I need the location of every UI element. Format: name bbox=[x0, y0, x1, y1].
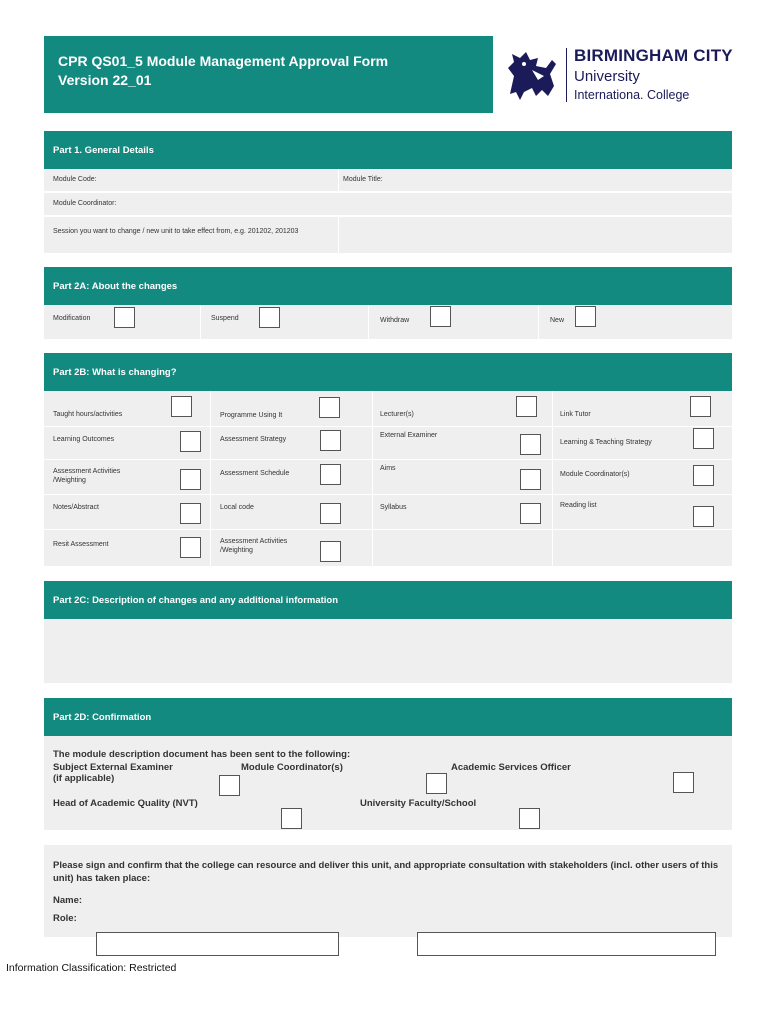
part1-heading: Part 1. General Details bbox=[53, 145, 154, 156]
item-notes-abstract-label: Notes/Abstract bbox=[53, 504, 99, 511]
role-label: Role: bbox=[53, 913, 77, 924]
item-lecturers-label: Lecturer(s) bbox=[380, 411, 414, 418]
modification-checkbox[interactable] bbox=[114, 307, 135, 328]
assessment-activities-2-checkbox[interactable] bbox=[320, 541, 341, 562]
option-suspend-label: Suspend bbox=[211, 315, 239, 322]
classification-footer: Information Classification: Restricted bbox=[6, 962, 177, 974]
academic-services-checkbox[interactable] bbox=[673, 772, 694, 793]
item-local-code-label: Local code bbox=[220, 504, 254, 511]
university-logo bbox=[502, 46, 752, 106]
form-version: Version 22_01 bbox=[58, 72, 152, 88]
part1-row2 bbox=[44, 193, 732, 215]
module-title-label: Module Title: bbox=[343, 176, 383, 183]
divider bbox=[538, 305, 539, 339]
module-coordinator-label: Module Coordinator: bbox=[53, 200, 117, 207]
divider bbox=[200, 305, 201, 339]
item-learning-outcomes-label: Learning Outcomes bbox=[53, 436, 115, 443]
faculty-label: University Faculty/School bbox=[360, 798, 477, 809]
name-label: Name: bbox=[53, 895, 83, 906]
item-programme-label: Programme Using It bbox=[220, 412, 283, 419]
divider bbox=[210, 391, 211, 566]
learning-outcomes-checkbox[interactable] bbox=[180, 431, 201, 452]
divider bbox=[44, 529, 732, 530]
taught-hours-checkbox[interactable] bbox=[171, 396, 192, 417]
item-link-tutor-label: Link Tutor bbox=[560, 411, 591, 418]
part2b-header bbox=[44, 353, 732, 391]
option-withdraw-label: Withdraw bbox=[380, 317, 410, 324]
confirmation-intro: The module description document has been sent to the following: bbox=[53, 749, 351, 760]
item-assessment-activities-2-label: Assessment Activities /Weighting bbox=[220, 538, 288, 554]
item-external-examiner-label: External Examiner bbox=[380, 432, 438, 439]
academic-services-label: Academic Services Officer bbox=[451, 762, 571, 773]
module-coordinator-confirm-label: Module Coordinator(s) bbox=[241, 762, 343, 773]
aims-checkbox[interactable] bbox=[520, 469, 541, 490]
item-assessment-activities-label: Assessment Activities /Weighting bbox=[53, 468, 121, 484]
reading-list-checkbox[interactable] bbox=[693, 506, 714, 527]
name-input[interactable] bbox=[96, 932, 339, 956]
item-taught-hours-label: Taught hours/activities bbox=[53, 411, 123, 418]
withdraw-checkbox[interactable] bbox=[430, 306, 451, 327]
subject-external-label: Subject External Examiner bbox=[53, 762, 173, 773]
part2d-header bbox=[44, 698, 732, 736]
item-syllabus-label: Syllabus bbox=[380, 504, 407, 511]
divider bbox=[44, 426, 732, 427]
if-applicable-label: (if applicable) bbox=[53, 773, 115, 784]
link-tutor-checkbox[interactable] bbox=[690, 396, 711, 417]
faculty-checkbox[interactable] bbox=[519, 808, 540, 829]
divider bbox=[368, 305, 369, 339]
divider bbox=[44, 459, 732, 460]
programme-checkbox[interactable] bbox=[319, 397, 340, 418]
divider bbox=[44, 494, 732, 495]
divider bbox=[338, 217, 339, 253]
module-coordinators-checkbox[interactable] bbox=[693, 465, 714, 486]
logo-text-line3: Internationa. College bbox=[574, 88, 690, 102]
part2d-heading: Part 2D: Confirmation bbox=[53, 712, 152, 723]
head-quality-checkbox[interactable] bbox=[281, 808, 302, 829]
item-module-coordinators-label: Module Coordinator(s) bbox=[560, 471, 630, 478]
assessment-strategy-checkbox[interactable] bbox=[320, 430, 341, 451]
logo-text-line2: University bbox=[574, 68, 640, 85]
part2a-heading: Part 2A: About the changes bbox=[53, 281, 178, 292]
item-assessment-schedule-label: Assessment Schedule bbox=[220, 470, 290, 477]
part2a-header bbox=[44, 267, 732, 305]
divider bbox=[552, 391, 553, 566]
logo-text-line1: BIRMINGHAM CITY bbox=[574, 46, 733, 65]
part2b-heading: Part 2B: What is changing? bbox=[53, 367, 177, 378]
resit-assessment-checkbox[interactable] bbox=[180, 537, 201, 558]
sign-confirm-text: Please sign and confirm that the college can resource and deliver this unit, and appropriate consultation with stakeholders (incl. other users of this unit) has taken place: bbox=[53, 860, 719, 884]
description-textarea[interactable] bbox=[44, 619, 732, 683]
new-checkbox[interactable] bbox=[575, 306, 596, 327]
part1-row1 bbox=[44, 169, 732, 191]
local-code-checkbox[interactable] bbox=[320, 503, 341, 524]
form-title: CPR QS01_5 Module Management Approval Form bbox=[58, 53, 389, 69]
part1-row3 bbox=[44, 217, 732, 253]
module-coordinator-confirm-checkbox[interactable] bbox=[426, 773, 447, 794]
notes-abstract-checkbox[interactable] bbox=[180, 503, 201, 524]
item-aims-label: Aims bbox=[380, 465, 396, 472]
syllabus-checkbox[interactable] bbox=[520, 503, 541, 524]
form-title-banner bbox=[44, 36, 493, 113]
head-quality-label: Head of Academic Quality (NVT) bbox=[53, 798, 198, 809]
item-resit-assessment-label: Resit Assessment bbox=[53, 541, 109, 548]
part1-header bbox=[44, 131, 732, 169]
lion-crest-icon bbox=[502, 46, 560, 104]
suspend-checkbox[interactable] bbox=[259, 307, 280, 328]
part2c-heading: Part 2C: Description of changes and any additional information bbox=[53, 595, 339, 606]
logo-divider bbox=[566, 48, 567, 102]
assessment-activities-checkbox[interactable] bbox=[180, 469, 201, 490]
module-code-label: Module Code: bbox=[53, 176, 97, 183]
subject-external-checkbox[interactable] bbox=[219, 775, 240, 796]
divider bbox=[338, 169, 339, 191]
item-assessment-strategy-label: Assessment Strategy bbox=[220, 436, 287, 443]
assessment-schedule-checkbox[interactable] bbox=[320, 464, 341, 485]
session-label: Session you want to change / new unit to take effect from, e.g. 201202, 201203 bbox=[53, 228, 299, 235]
option-modification-label: Modification bbox=[53, 315, 91, 322]
option-new-label: New bbox=[550, 317, 565, 324]
item-learning-teaching-label: Learning & Teaching Strategy bbox=[560, 439, 652, 446]
external-examiner-checkbox[interactable] bbox=[520, 434, 541, 455]
part2c-header bbox=[44, 581, 732, 619]
learning-teaching-checkbox[interactable] bbox=[693, 428, 714, 449]
item-reading-list-label: Reading list bbox=[560, 502, 597, 509]
lecturers-checkbox[interactable] bbox=[516, 396, 537, 417]
role-input[interactable] bbox=[417, 932, 716, 956]
divider bbox=[372, 391, 373, 566]
